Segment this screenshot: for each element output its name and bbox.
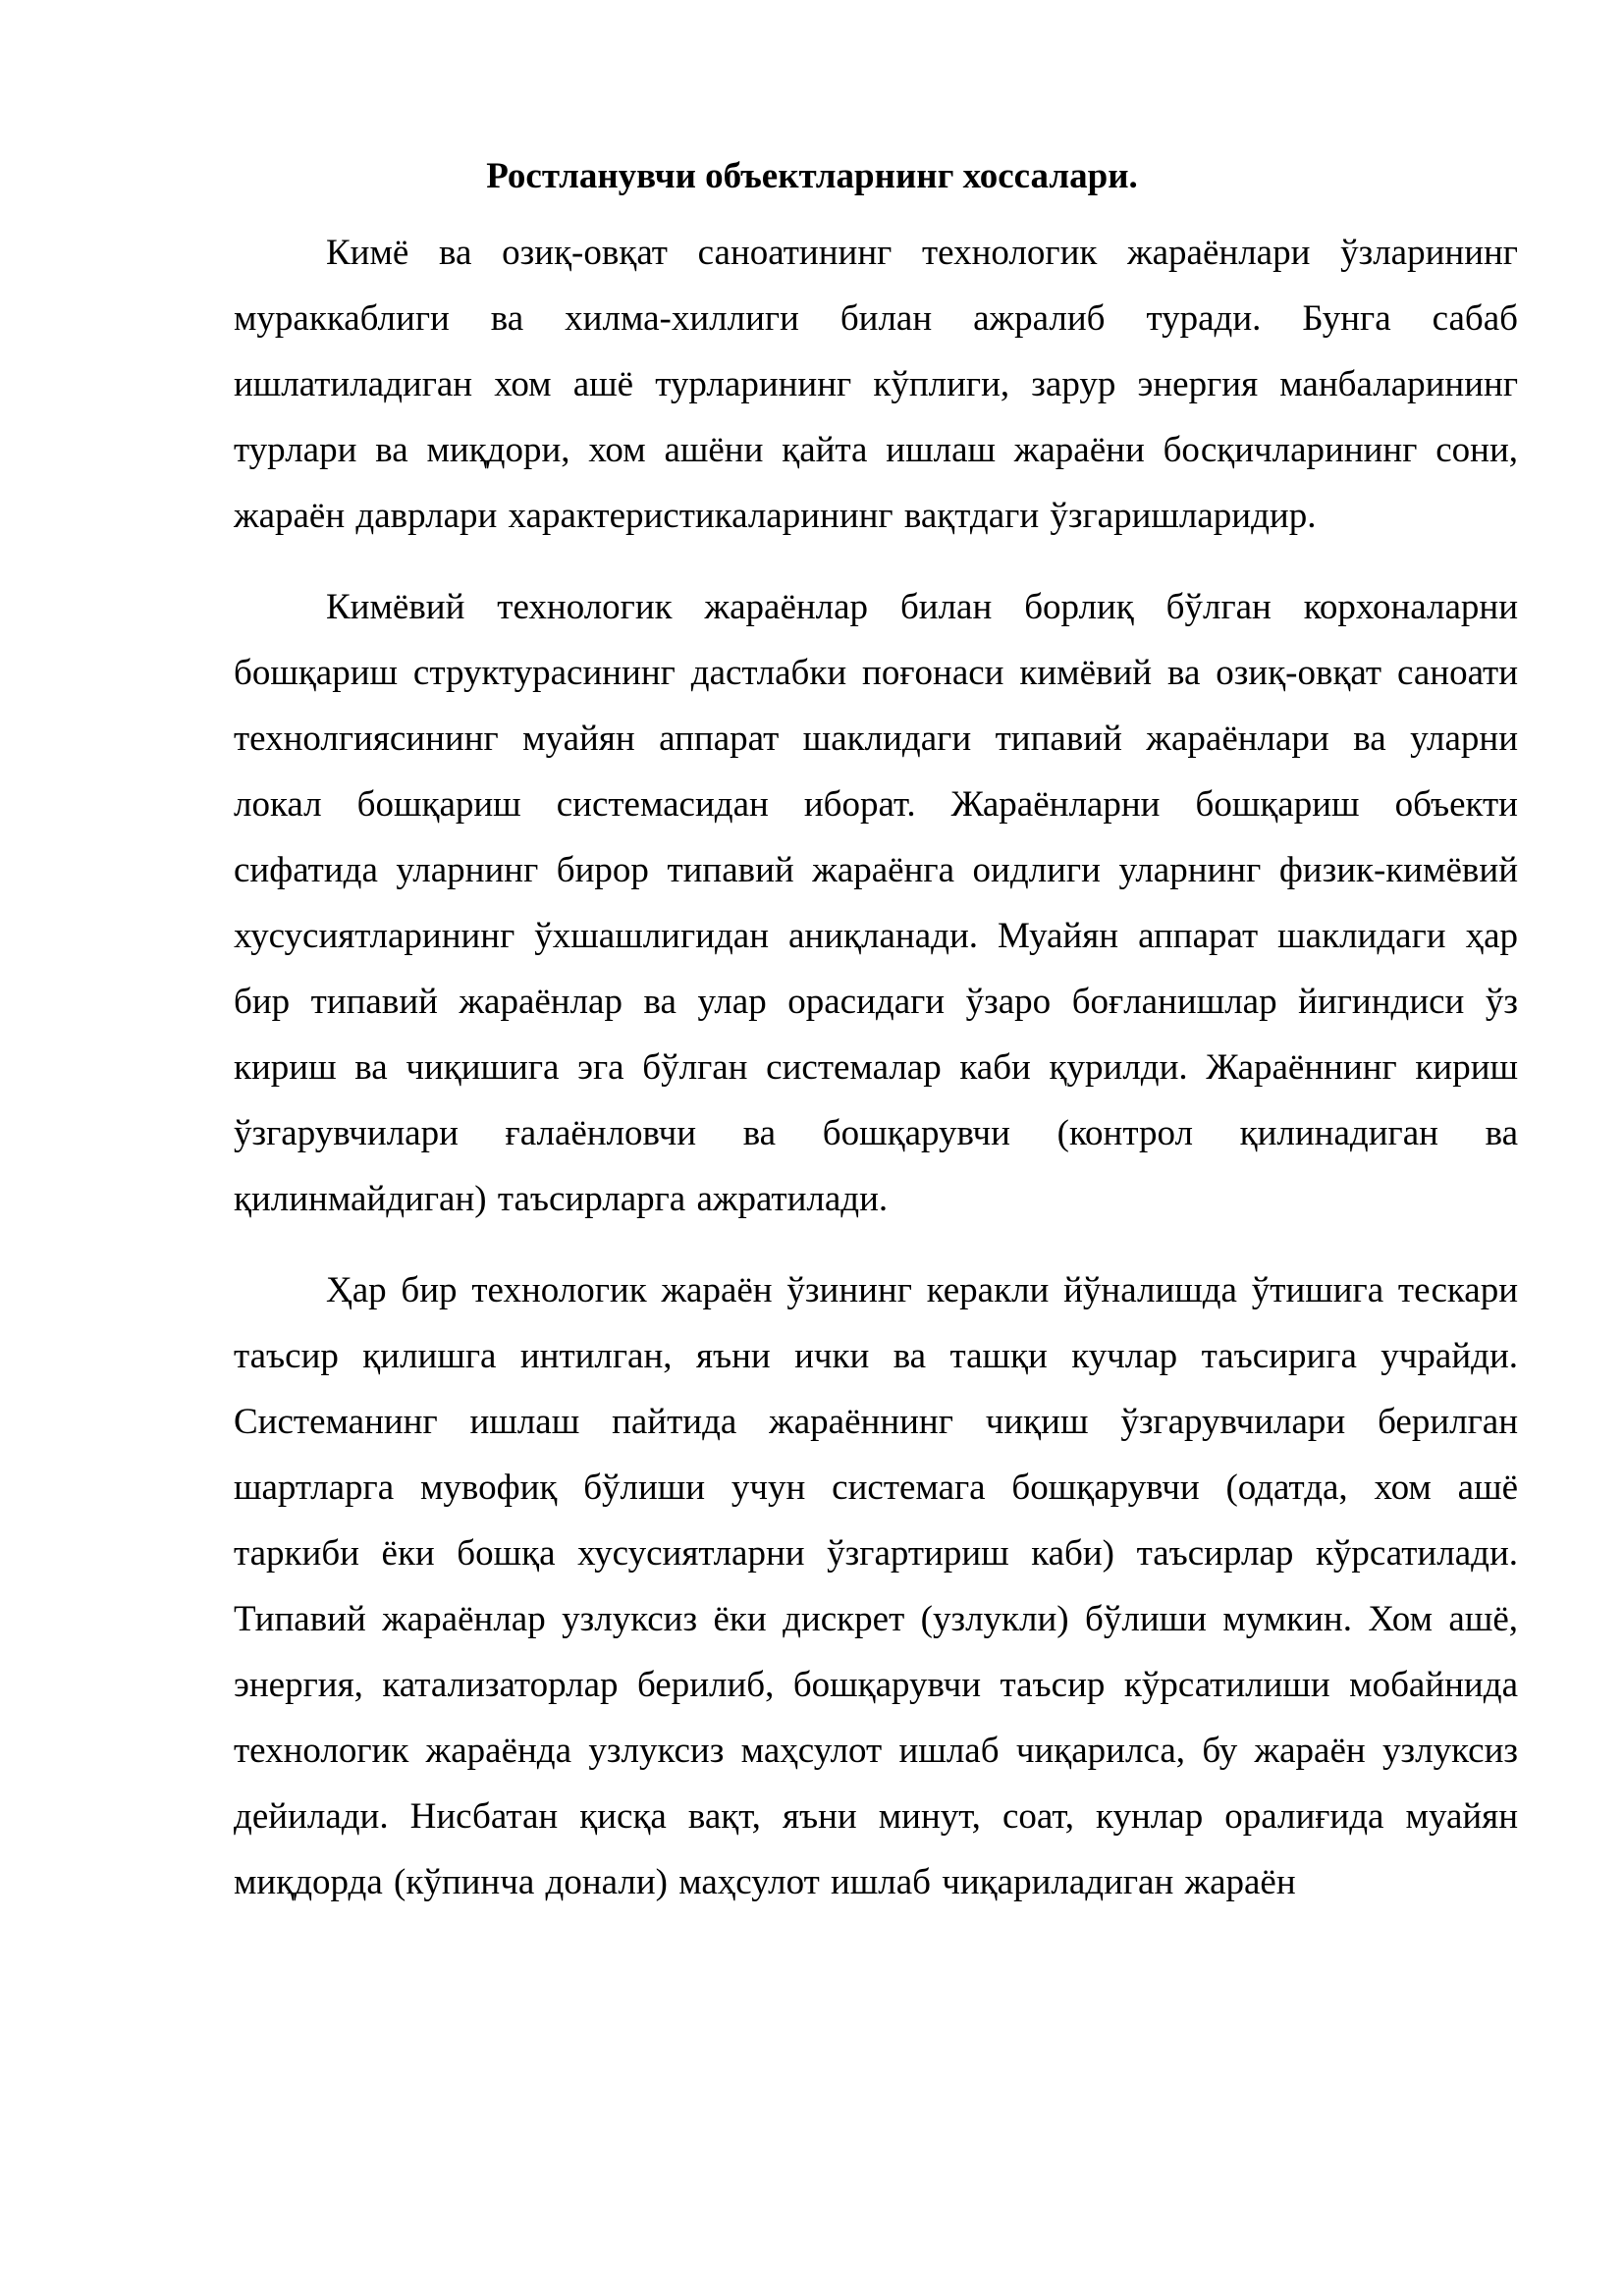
paragraph-2: Кимёвий технологик жараёнлар билан борлиқ бўлган корхоналарни бошқариш структурасининг дастлабки поғонаси кимёвий ва озиқ-овқат саноати технолгиясининг муайян аппарат шаклидаги типавий жараёнлари ва уларни локал бошқариш системасидан иборат. Жараёнларни бошқариш объекти сифатида уларнинг бирор типавий жараёнга оидлиги уларнинг физик-кимёвий хусусиятларининг ўхшашлигидан аниқланади. Муайян аппарат шаклидаги ҳар бир типавий жараёнлар ва улар орасидаги ўзаро боғланишлар йигиндиси ўз кириш ва чиқишига эга бўлган системалар каби қурилди. Жараённинг кириш ўзгарувчилари ғалаёнловчи ва бошқарувчи (контрол қилинадиган ва қилинмайдиган) таъсирларга ажратилади.	[234, 587, 1518, 1219]
paragraph-1: Кимё ва озиқ-овқат саноатининг технологик жараёнлари ўзларининг мураккаблиги ва хилма-хиллиги билан ажралиб туради. Бунга сабаб ишлатиладиган хом ашё турларининг кўплиги, зарур энергия манбаларининг турлари ва миқдори, хом ашёни қайта ишлаш жараёни босқичларининг сони, жараён даврлари характеристикаларининг вақтдаги ўзгаришларидир.	[234, 233, 1518, 536]
document-body	[234, 220, 1518, 1915]
document-title: Ростланувчи объектларнинг хоссалари.	[486, 156, 1138, 196]
paragraph-3: Ҳар бир технологик жараён ўзининг керакли йўналишда ўтишига тескари таъсир қилишга интилган, яъни ички ва ташқи кучлар таъсирига учрайди. Системанинг ишлаш пайтида жараённинг чиқиш ўзгарувчилари берилган шартларга мувофиқ бўлиши учун системага бошқарувчи (одатда, хом ашё таркиби ёки бошқа хусусиятларни ўзгартириш каби) таъсирлар кўрсатилади. Типавий жараёнлар узлуксиз ёки дискрет (узлукли) бўлиши мумкин. Хом ашё, энергия, катализаторлар берилиб, бошқарувчи таъсир кўрсатилиши мобайнида технологик жараёнда узлуксиз маҳсулот ишлаб чиқарилса, бу жараён узлуксиз дейилади. Нисбатан қисқа вақт, яъни минут, соат, кунлар оралиғида муайян миқдорда (кўпинча донали) маҳсулот ишлаб чиқариладиган жараён	[234, 1270, 1518, 1902]
